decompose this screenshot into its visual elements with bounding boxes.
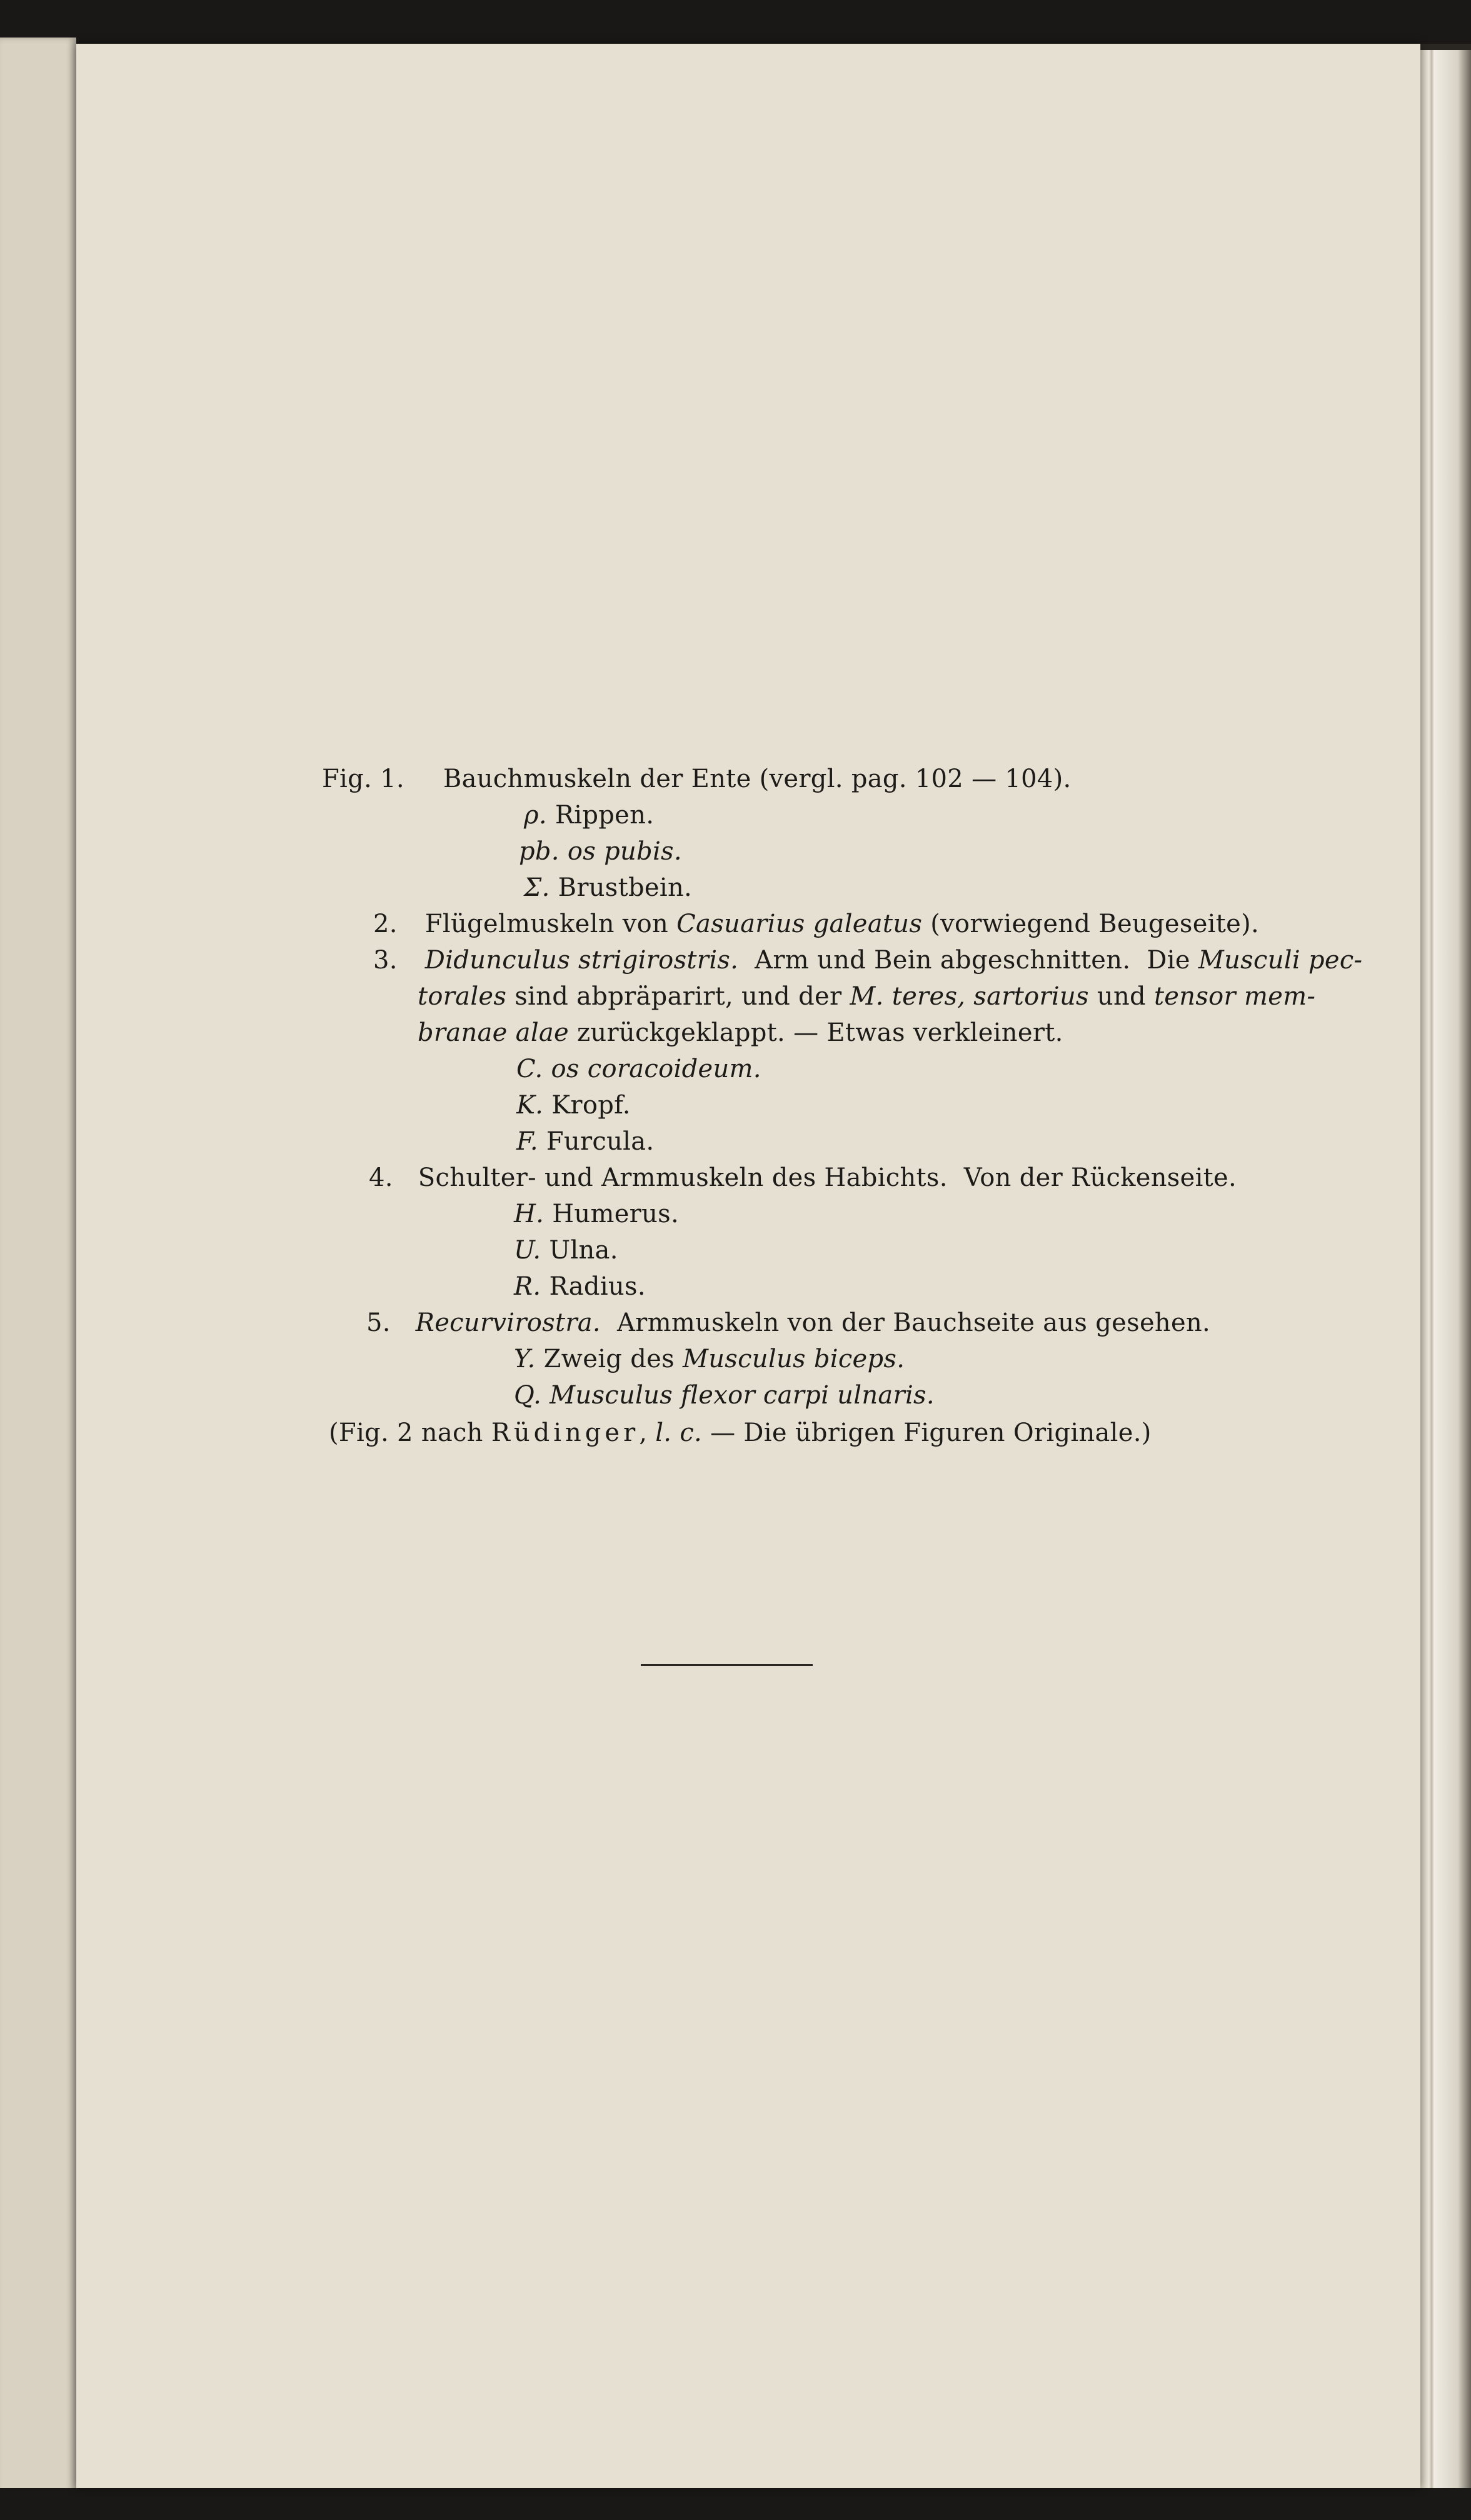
fig4-num: 4.: [369, 1163, 393, 1192]
fig1-label-1: [524, 798, 654, 833]
label-symbol: Y.: [514, 1345, 536, 1373]
label-text: Brustbein.: [558, 873, 693, 902]
fig3-label-1: [516, 1052, 761, 1087]
note-author: Rüdinger: [491, 1418, 640, 1447]
label-text: Radius.: [549, 1272, 646, 1301]
fig2-line: [373, 906, 1259, 941]
fig3-line-2: [418, 979, 1315, 1014]
note-ref: l. c.: [655, 1418, 703, 1447]
scan-background-top: [0, 0, 1471, 44]
label-text: Humerus.: [552, 1200, 679, 1228]
fig5-species: Recurvirostra.: [415, 1308, 601, 1337]
label-text: os pubis.: [567, 837, 682, 866]
fig2-text-c: (vorwiegend Beugeseite).: [922, 910, 1260, 938]
label-symbol: F.: [516, 1127, 538, 1156]
fig2-num: 2.: [373, 910, 398, 938]
fig1-prefix: Fig. 1.: [322, 765, 404, 793]
right-page-edges: [1420, 50, 1471, 2488]
fig5-line: [366, 1305, 1210, 1340]
fig3-l1-b: Arm und Bein abgeschnitten. Die: [738, 946, 1198, 975]
label-symbol: R.: [514, 1272, 541, 1301]
fig3-l3-a: branae alae: [418, 1018, 570, 1047]
fig3-l2-a: torales: [418, 982, 507, 1011]
left-page-edge: [0, 38, 76, 2494]
fig3-label-3: [516, 1124, 654, 1159]
label-text: Furcula.: [546, 1127, 655, 1156]
fig3-line-1: [373, 943, 1362, 978]
fig2-text-b: Casuarius galeatus: [676, 910, 923, 938]
label-text-b: Musculus biceps.: [682, 1345, 905, 1373]
label-text: os coracoideum.: [551, 1055, 761, 1083]
label-symbol: K.: [516, 1091, 544, 1120]
note-a: (Fig. 2 nach: [329, 1418, 491, 1447]
fig1-line: [322, 761, 1072, 796]
fig5-label-2: [514, 1378, 935, 1413]
fig4-text: Schulter- und Armmuskeln des Habichts. Von der Rückenseite.: [418, 1163, 1237, 1192]
label-symbol: pb.: [519, 837, 560, 866]
label-symbol: H.: [514, 1200, 545, 1228]
fig4-label-2: [514, 1233, 618, 1268]
label-text: Rippen.: [555, 801, 655, 830]
fig3-l1-c: Musculi pec-: [1198, 946, 1363, 975]
fig1-label-2: [519, 834, 682, 869]
label-symbol: Σ.: [524, 873, 550, 902]
divider-rule: [641, 1664, 813, 1666]
label-symbol: C.: [516, 1055, 543, 1083]
label-text-b: Musculus flexor carpi ulnaris.: [550, 1381, 935, 1410]
label-symbol: Q.: [514, 1381, 542, 1410]
fig3-num: 3.: [373, 946, 398, 975]
label-symbol: ρ.: [524, 801, 547, 830]
fig3-l3-b: zurückgeklappt. — Etwas verkleinert.: [569, 1018, 1063, 1047]
fig3-l2-e: tensor mem-: [1153, 982, 1316, 1011]
fig1-label-3: [524, 870, 692, 905]
fig1-text: Bauchmuskeln der Ente (vergl. pag. 102 — 104).: [443, 765, 1072, 793]
fig3-line-3: [418, 1015, 1063, 1050]
fig2-text-a: Flügelmuskeln von: [424, 910, 677, 938]
fig4-label-3: [514, 1269, 646, 1304]
fig3-l2-c: M. teres, sartorius: [850, 982, 1089, 1011]
fig3-l2-d: und: [1088, 982, 1154, 1011]
label-text: Kropf.: [551, 1091, 631, 1120]
fig3-label-2: [516, 1088, 631, 1123]
source-note: [329, 1415, 1152, 1450]
label-text: Ulna.: [549, 1236, 618, 1265]
label-text-a: Zweig des: [543, 1345, 683, 1373]
note-e: — Die übrigen Figuren Originale.): [702, 1418, 1152, 1447]
fig5-label-1: [514, 1342, 905, 1377]
note-c: ,: [639, 1418, 656, 1447]
fig4-line: [369, 1160, 1237, 1195]
label-symbol: U.: [514, 1236, 541, 1265]
fig4-label-1: [514, 1197, 679, 1232]
fig3-species: Didunculus strigirostris.: [424, 946, 739, 975]
fig5-num: 5.: [366, 1308, 391, 1337]
fig5-text: Armmuskeln von der Bauchseite aus gesehen.: [600, 1308, 1211, 1337]
page: [76, 44, 1420, 2488]
scan-background-bottom: [0, 2488, 1471, 2520]
fig3-l2-b: sind abpräparirt, und der: [506, 982, 850, 1011]
